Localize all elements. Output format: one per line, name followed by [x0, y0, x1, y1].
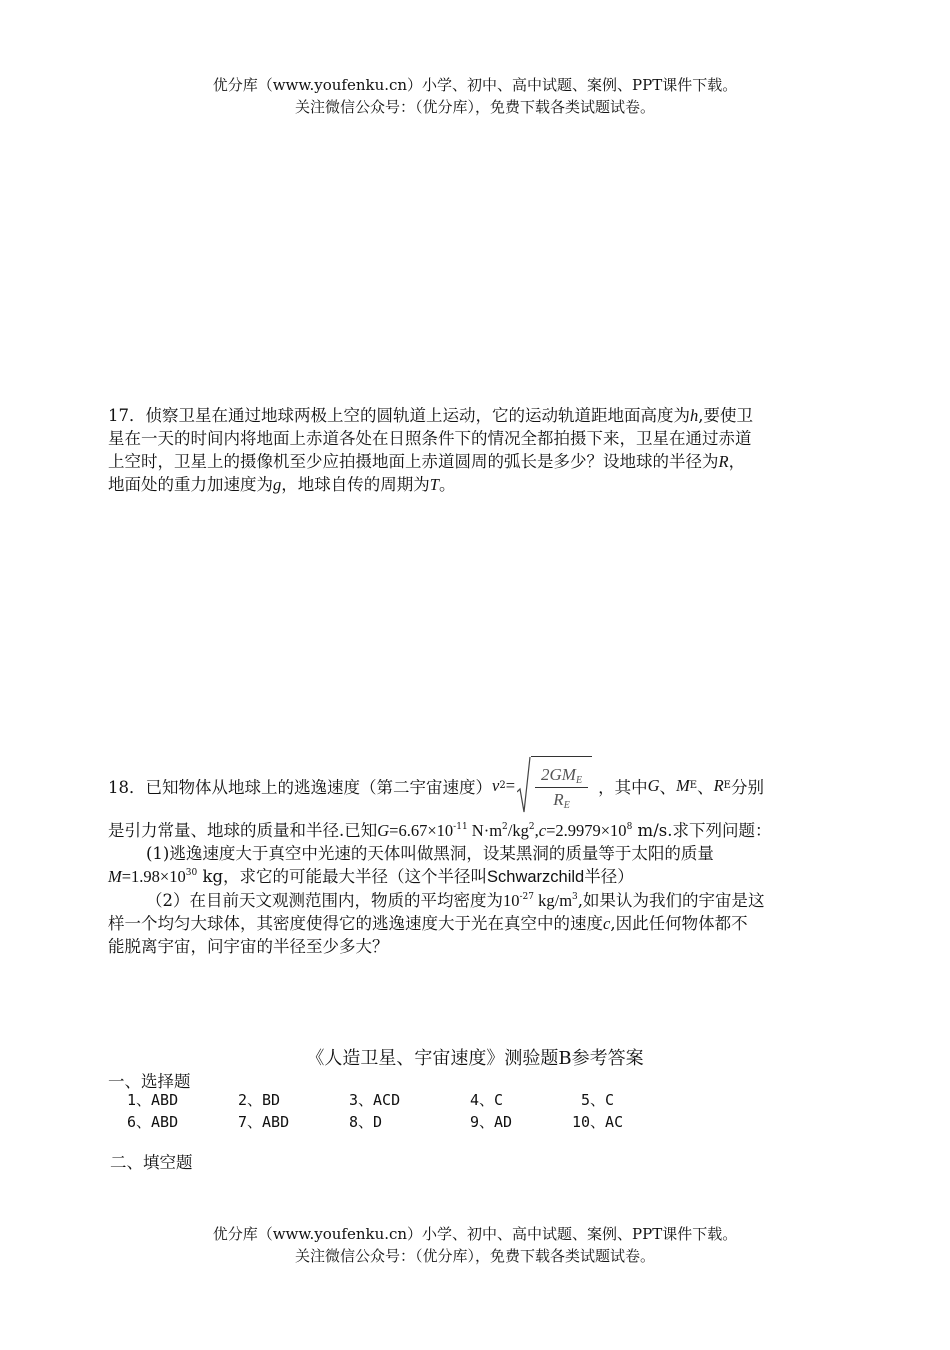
answer-item: 4、C — [470, 1091, 504, 1109]
section-fill-in: 二、填空题 — [110, 1153, 193, 1172]
page-footer — [0, 1223, 950, 1267]
fraction-numerator: $2GM_E$ — [535, 763, 588, 788]
answer-item: 10、AC — [572, 1113, 624, 1131]
question-17 — [108, 404, 843, 496]
q17-line-1: 17．侦察卫星在通过地球两极上空的圆轨道上运动，它的运动轨道距地面高度为h,要使卫 — [108, 406, 753, 425]
answer-item: 8、D — [349, 1113, 383, 1131]
answer-item: 3、ACD — [349, 1091, 401, 1109]
answer-item: 7、ABD — [238, 1113, 290, 1131]
var-R: R — [718, 452, 729, 471]
q18-lead: 18．已知物体从地球上的逃逸速度（第二宇宙速度） — [108, 778, 492, 797]
fraction-denominator: $R_E$ — [553, 790, 570, 811]
answer-key-title: 《人造卫星、宇宙速度》测验题B参考答案 — [306, 1048, 644, 1069]
header-line-1: 优分库（www.youfenku.cn）小学、初中、高中试题、案例、PPT课件下载。 — [212, 76, 738, 94]
q17-line-2: 星在一天的时间内将地面上赤道各处在日照条件下的情况全都拍摄下来，卫星在通过赤道 — [108, 429, 752, 448]
radical-sign-icon — [517, 756, 531, 816]
page-header — [0, 74, 950, 118]
q17-line-4: 地面处的重力加速度为g，地球自传的周期为T。 — [108, 475, 456, 494]
var-v: v — [492, 776, 500, 795]
question-18-body — [108, 819, 843, 958]
answer-item: 1、ABD — [127, 1091, 179, 1109]
header-line-2: 关注微信公众号：（优分库），免费下载各类试题试卷。 — [294, 98, 655, 116]
var-h: h — [690, 406, 699, 425]
formula-fraction — [531, 756, 592, 816]
q18-part-2-line-3: 能脱离宇宙，问宇宙的半径至少多大？ — [108, 937, 389, 956]
var-T: T — [429, 475, 439, 494]
footer-line-2: 关注微信公众号：（优分库），免费下载各类试题试卷。 — [294, 1247, 655, 1265]
section-multiple-choice: 一、选择题 — [108, 1072, 191, 1091]
q18-part-1-line-2: $M=1.98\times 10^{30}$ kg，求它的可能最大半径（这个半径叫Schwarzchild半径） — [108, 867, 634, 886]
q17-line-3: 上空时，卫星上的摄像机至少应拍摄地面上赤道圆周的弧长是多少？设地球的半径为R， — [108, 452, 746, 471]
answer-item: 6、ABD — [127, 1113, 179, 1131]
answer-item: 9、AD — [470, 1113, 513, 1131]
answer-item: 5、C — [581, 1091, 615, 1109]
question-18-formula-line: 18．已知物体从地球上的逃逸速度（第二宇宙速度） v 2 = $\frac{2GM_E}{R_E}$ ，其中 G 、 M E 、 R E 分别 — [108, 754, 764, 818]
footer-line-1: 优分库（www.youfenku.cn）小学、初中、高中试题、案例、PPT课件下载。 — [212, 1225, 738, 1243]
q18-part-2-line-1: （2）在目前天文观测范围内，物质的平均密度为$10^{-27}$ $kg/m^3$,如果认为我们的宇宙是这 — [146, 891, 765, 910]
escape-velocity-formula — [517, 756, 592, 816]
answer-item: 2、BD — [238, 1091, 281, 1109]
q18-part-2-line-2: 样一个均匀大球体，其密度使得它的逃逸速度大于光在真空中的速度c,因此任何物体都不 — [108, 914, 748, 933]
q18-part-1-line-1: (1)逃逸速度大于真空中光速的天体叫做黑洞，设某黑洞的质量等于太阳的质量 — [146, 844, 714, 863]
var-g: g — [273, 475, 282, 494]
q18-line-2: 是引力常量、地球的质量和半径.已知$G=6.67\times 10^{-11}$ $N\cdot m^2/kg^2,c=2.9979\times 10^8$ m/s.求下列问题： — [108, 821, 772, 840]
